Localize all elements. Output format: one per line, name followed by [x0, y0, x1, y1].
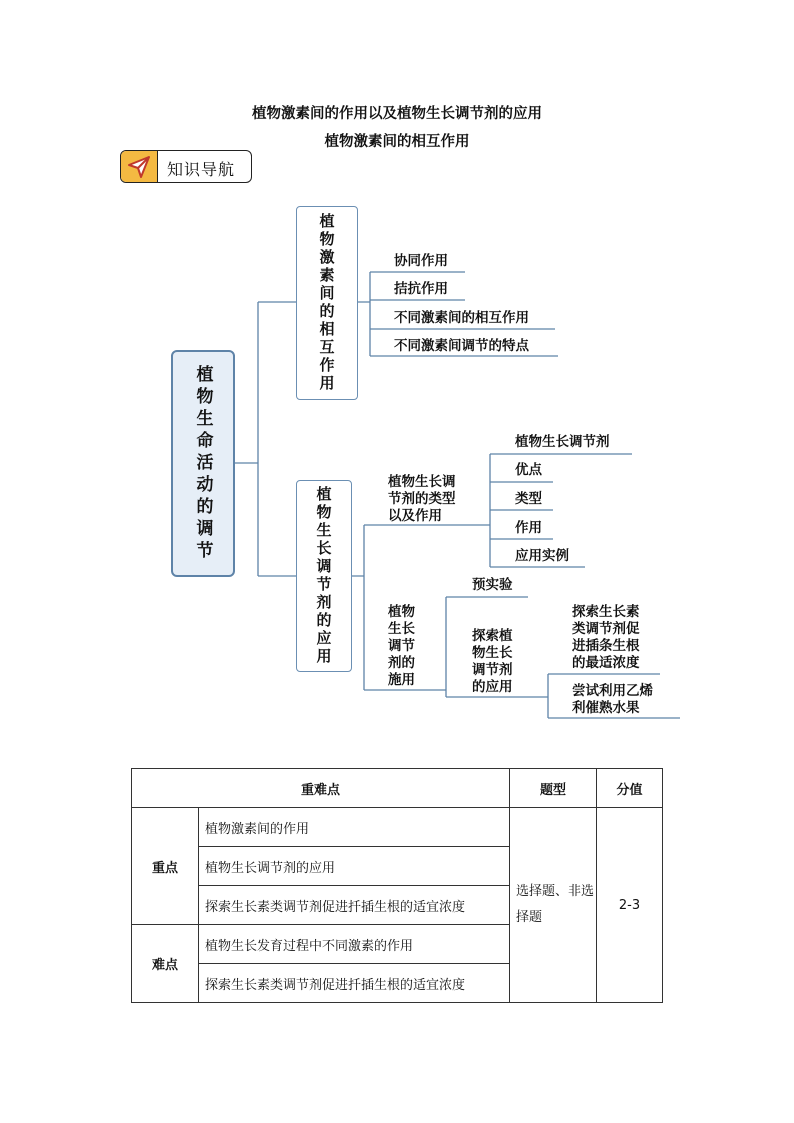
- topic-cell: 植物生长调节剂的应用: [199, 847, 510, 886]
- table-header-row: [132, 769, 663, 808]
- header-question-type: 题型: [510, 769, 597, 808]
- topic-cell: 植物激素间的作用: [199, 808, 510, 847]
- document-title: 植物激素间的作用以及植物生长调节剂的应用: [252, 106, 542, 122]
- group-key-label: 重点: [132, 808, 199, 925]
- topic-cell: 探索生长素类调节剂促进扦插生根的适宜浓度: [199, 886, 510, 925]
- header-score: 分值: [597, 769, 663, 808]
- key-difficult-points-table: [131, 768, 663, 1003]
- node-advantages: 优点: [515, 462, 542, 478]
- question-type-cell: 选择题、非选择题: [510, 808, 597, 1003]
- node-explore-regulator-label: 探索植 物生长 调节剂 的应用: [472, 628, 513, 695]
- table-row: [132, 808, 663, 847]
- node-hormone-regulation-features: 不同激素间调节的特点: [394, 338, 529, 354]
- node-ethephon-ripening: 尝试利用乙烯 利催熟水果: [572, 683, 653, 716]
- node-synergy: 协同作用: [394, 253, 448, 269]
- node-effects: 作用: [515, 520, 542, 536]
- section-subtitle: 植物激素间的相互作用: [324, 134, 470, 150]
- branch-regulator-application-label: 植物生长调节剂的应用: [314, 486, 333, 666]
- node-plant-growth-regulator: 植物生长调节剂: [515, 434, 610, 450]
- topic-cell: 植物生长发育过程中不同激素的作用: [199, 925, 510, 964]
- mindmap-branch-hormone-interaction: [296, 206, 358, 400]
- branch-hormone-interaction-label: 植物激素间的相互作用: [317, 213, 336, 393]
- header-key-points: 重难点: [132, 769, 510, 808]
- mindmap-root-label: 植物生命活动的调节: [192, 364, 213, 563]
- node-hormone-interaction: 不同激素间的相互作用: [394, 310, 529, 326]
- topic-cell: 探索生长素类调节剂促进扦插生根的适宜浓度: [199, 964, 510, 1003]
- node-antagonism: 拮抗作用: [394, 281, 448, 297]
- node-pre-experiment: 预实验: [472, 577, 513, 593]
- score-cell: 2-3: [597, 808, 663, 1003]
- mindmap-branch-regulator-application: [296, 480, 352, 672]
- node-application-examples: 应用实例: [515, 548, 569, 564]
- node-optimal-concentration: 探索生长素 类调节剂促 进插条生根 的最适浓度: [572, 604, 640, 671]
- group-difficult-label: 难点: [132, 925, 199, 1003]
- node-regulator-types-label: 植物生长调 节剂的类型 以及作用: [388, 474, 456, 524]
- node-types: 类型: [515, 491, 542, 507]
- knowledge-navigation-label: 知识导航: [167, 160, 236, 179]
- node-regulator-use-label: 植物 生长 调节 剂的 施用: [388, 604, 415, 688]
- mindmap-root-node: [171, 350, 235, 577]
